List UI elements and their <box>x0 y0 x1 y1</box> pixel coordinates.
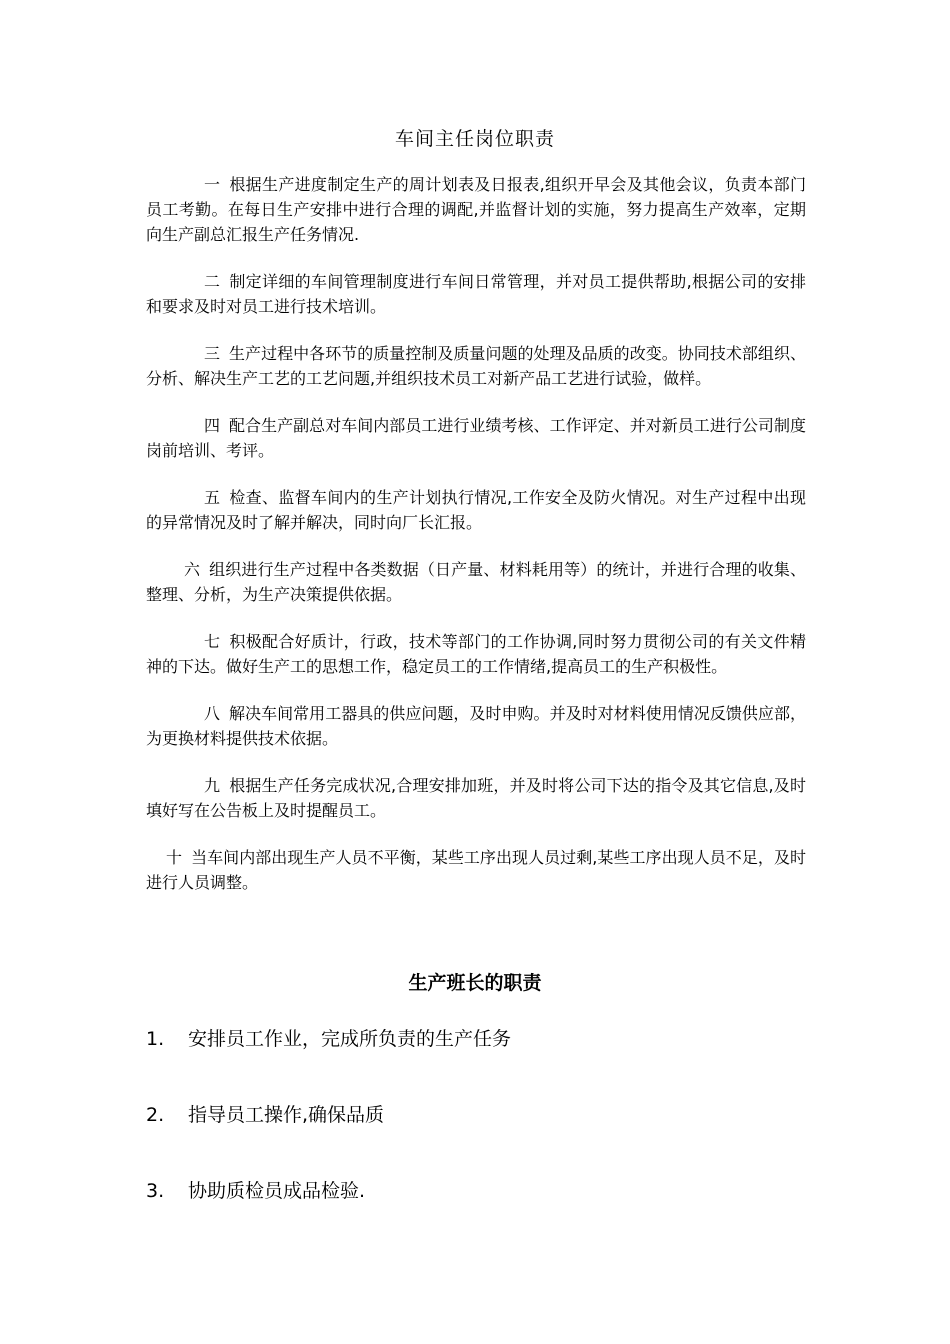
list-text: 安排员工作业，完成所负责的生产任务 <box>188 1028 512 1050</box>
duty-text: 根据生产任务完成状况,合理安排加班，并及时将公司下达的指令及其它信息,及时填好写在公告板上及时提醒员工。 <box>146 776 806 820</box>
duty-item <box>146 413 806 463</box>
duty-number: 四 <box>204 416 221 435</box>
duty-number: 九 <box>204 776 221 795</box>
duty-number: 一 <box>204 175 221 194</box>
duty-number: 七 <box>204 632 221 651</box>
duty-text: 检查、监督车间内的生产计划执行情况,工作安全及防火情况。对生产过程中出现的异常情况及时了解并解决，同时向厂长汇报。 <box>146 488 806 532</box>
duty-text: 解决车间常用工器具的供应问题，及时申购。并及时对材料使用情况反馈供应部，为更换材料提供技术依据。 <box>146 704 806 748</box>
list-number: 2. <box>146 1104 165 1126</box>
list-item <box>146 1100 806 1176</box>
duty-list <box>146 172 806 917</box>
duty-item <box>146 269 806 319</box>
page-title: 车间主任岗位职责 <box>394 128 555 150</box>
duty-item <box>146 485 806 535</box>
duty-number: 二 <box>204 272 221 291</box>
duty-text: 组织进行生产过程中各类数据（日产量、材料耗用等）的统计，并进行合理的收集、整理、分析，为生产决策提供依据。 <box>146 560 806 604</box>
duty-item <box>146 557 806 607</box>
duty-text: 生产过程中各环节的质量控制及质量问题的处理及品质的改变。协同技术部组织、分析、解决生产工艺的工艺问题,并组织技术员工对新产品工艺进行试验，做样。 <box>146 344 806 388</box>
leader-duty-list <box>146 1024 806 1252</box>
list-text: 指导员工操作,确保品质 <box>188 1104 385 1126</box>
duty-number: 三 <box>204 344 221 363</box>
duty-text: 制定详细的车间管理制度进行车间日常管理，并对员工提供帮助,根据公司的安排和要求及时对员工进行技术培训。 <box>146 272 806 316</box>
list-item <box>146 1024 806 1100</box>
duty-item <box>146 845 806 895</box>
list-number: 1. <box>146 1028 165 1050</box>
duty-text: 当车间内部出现生产人员不平衡，某些工序出现人员过剩,某些工序出现人员不足，及时进行人员调整。 <box>146 848 806 892</box>
duty-text: 根据生产进度制定生产的周计划表及日报表,组织开早会及其他会议，负责本部门员工考勤。在每日生产安排中进行合理的调配,并监督计划的实施，努力提高生产效率，定期向生产副总汇报生产任务情况. <box>146 175 806 244</box>
list-text: 协助质检员成品检验. <box>188 1180 366 1202</box>
duty-number: 五 <box>204 488 221 507</box>
duty-number: 十 <box>166 848 183 867</box>
list-item <box>146 1176 806 1252</box>
duty-item <box>146 341 806 391</box>
duty-number: 六 <box>184 560 201 579</box>
duty-item <box>146 701 806 751</box>
section-title: 生产班长的职责 <box>408 972 542 994</box>
duty-number: 八 <box>204 704 221 723</box>
duty-text: 积极配合好质计，行政，技术等部门的工作协调,同时努力贯彻公司的有关文件精神的下达。做好生产工的思想工作，稳定员工的工作情绪,提高员工的生产积极性。 <box>146 632 806 676</box>
duty-item <box>146 172 806 247</box>
duty-text: 配合生产副总对车间内部员工进行业绩考核、工作评定、并对新员工进行公司制度岗前培训、考评。 <box>146 416 806 460</box>
list-number: 3. <box>146 1180 165 1202</box>
duty-item <box>146 773 806 823</box>
duty-item <box>146 629 806 679</box>
